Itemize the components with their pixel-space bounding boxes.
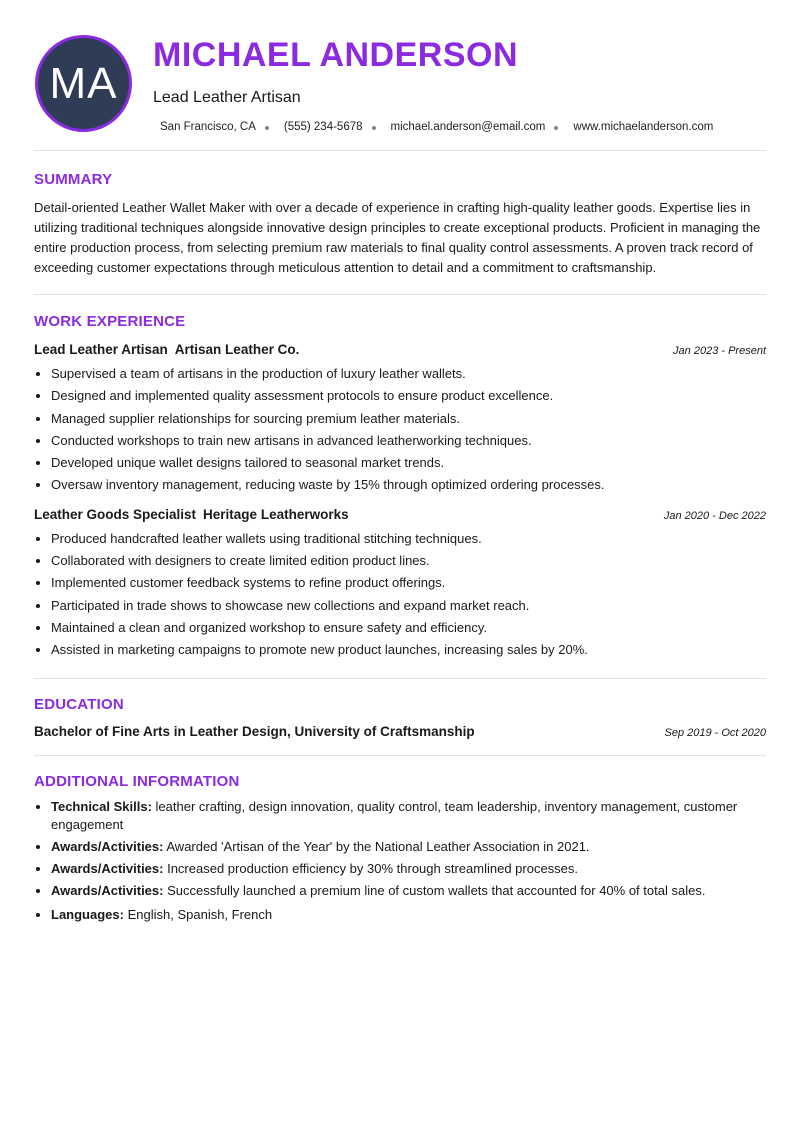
job-entry (34, 342, 766, 497)
job-title-line (34, 507, 349, 522)
resume-header (34, 0, 766, 151)
job-bullets (34, 528, 766, 662)
item-label: Awards/Activities: (51, 838, 164, 854)
contact-location: San Francisco, CA (160, 121, 256, 133)
additional-info-section (34, 756, 766, 924)
job-bullet: • Designed and implemented quality assessment protocols to ensure product excellence. (51, 385, 766, 407)
job-bullet: • Developed unique wallet designs tailored to seasonal market trends. (51, 452, 766, 474)
education-heading: EDUCATION (34, 695, 124, 713)
job-title-line (34, 342, 299, 357)
candidate-name: MICHAEL ANDERSON (153, 36, 519, 74)
education-degree: Bachelor of Fine Arts in Leather Design, University of Craftsmanship (34, 723, 475, 739)
job-title: Leather Goods Specialist (34, 506, 197, 522)
languages-label: Languages: (51, 906, 124, 922)
job-bullet: • Supervised a team of artisans in the production of luxury leather wallets. (51, 363, 766, 385)
avatar: MA (35, 35, 132, 132)
job-bullet: • Participated in trade shows to showcase new collections and expand market reach. (51, 595, 766, 617)
separator-dot (372, 126, 376, 130)
additional-info-list (34, 798, 766, 924)
contact-website[interactable]: www.michaelanderson.com (573, 121, 714, 133)
contact-info (160, 121, 713, 133)
job-bullet: • Assisted in marketing campaigns to promote new product launches, increasing sales by 20%. (51, 639, 766, 661)
item-label: Awards/Activities: (51, 882, 164, 898)
job-bullets (34, 363, 766, 497)
job-bullet: • Implemented customer feedback systems to refine product offerings. (51, 572, 766, 594)
summary-section (34, 151, 766, 295)
languages-item (51, 906, 766, 924)
contact-phone[interactable]: (555) 234-5678 (283, 121, 363, 133)
item-text: Awarded 'Artisan of the Year' by the National Leather Association in 2021. (166, 838, 590, 854)
item-text: Successfully launched a premium line of custom wallets that accounted for 40% of total sales. (167, 882, 706, 898)
additional-info-item (51, 882, 766, 900)
education-section (34, 679, 766, 756)
work-experience-section (34, 295, 766, 679)
additional-info-heading: ADDITIONAL INFORMATION (34, 772, 240, 790)
job-entry (34, 507, 766, 662)
summary-heading: SUMMARY (34, 171, 113, 188)
additional-info-item (51, 798, 766, 834)
separator-dot (265, 126, 269, 130)
job-bullet: • Collaborated with designers to create limited edition product lines. (51, 550, 766, 572)
item-text: leather crafting, design innovation, quality control, team leadership, inventory management, customer engagement (51, 798, 738, 832)
job-bullet: • Maintained a clean and organized workshop to ensure safety and efficiency. (51, 617, 766, 639)
item-label: Awards/Activities: (51, 860, 164, 876)
job-bullet: • Managed supplier relationships for sourcing premium leather materials. (51, 408, 766, 430)
summary-text: Detail-oriented Leather Wallet Maker with over a decade of experience in crafting high-quality leather goods. Expertise lies in utilizing traditional techniques alongside innovative design principles to create exceptional products. Proficient in managing the entire production process, from selecting premium raw materials to final quality control assessments. A proven track record of exceeding customer expectations through meticulous attention to detail and a commitment to craftsmanship. (34, 200, 761, 275)
job-company: Heritage Leatherworks (203, 506, 349, 522)
work-experience-heading: WORK EXPERIENCE (34, 313, 186, 330)
job-title: Lead Leather Artisan (34, 342, 168, 357)
education-dates: Sep 2019 - Oct 2020 (664, 726, 766, 739)
candidate-title: Lead Leather Artisan (153, 89, 301, 106)
job-bullet: • Produced handcrafted leather wallets using traditional stitching techniques. (51, 528, 766, 550)
job-company: Artisan Leather Co. (174, 342, 300, 357)
job-dates: Jan 2023 - Present (673, 345, 766, 357)
contact-email[interactable]: michael.anderson@email.com (390, 121, 546, 133)
job-header (34, 342, 766, 357)
item-text: Increased production efficiency by 30% through streamlined processes. (167, 860, 579, 876)
separator-dot (554, 126, 558, 130)
item-label: Technical Skills: (51, 798, 152, 814)
education-entry (34, 724, 766, 739)
additional-info-item (51, 838, 766, 856)
job-bullet: • Oversaw inventory management, reducing waste by 15% through optimized ordering processes. (51, 474, 766, 496)
job-header (34, 507, 766, 522)
job-bullet: • Conducted workshops to train new artisans in advanced leatherworking techniques. (51, 430, 766, 452)
additional-info-item (51, 860, 766, 878)
languages-text: English, Spanish, French (127, 906, 273, 922)
job-dates: Jan 2020 - Dec 2022 (663, 509, 766, 522)
